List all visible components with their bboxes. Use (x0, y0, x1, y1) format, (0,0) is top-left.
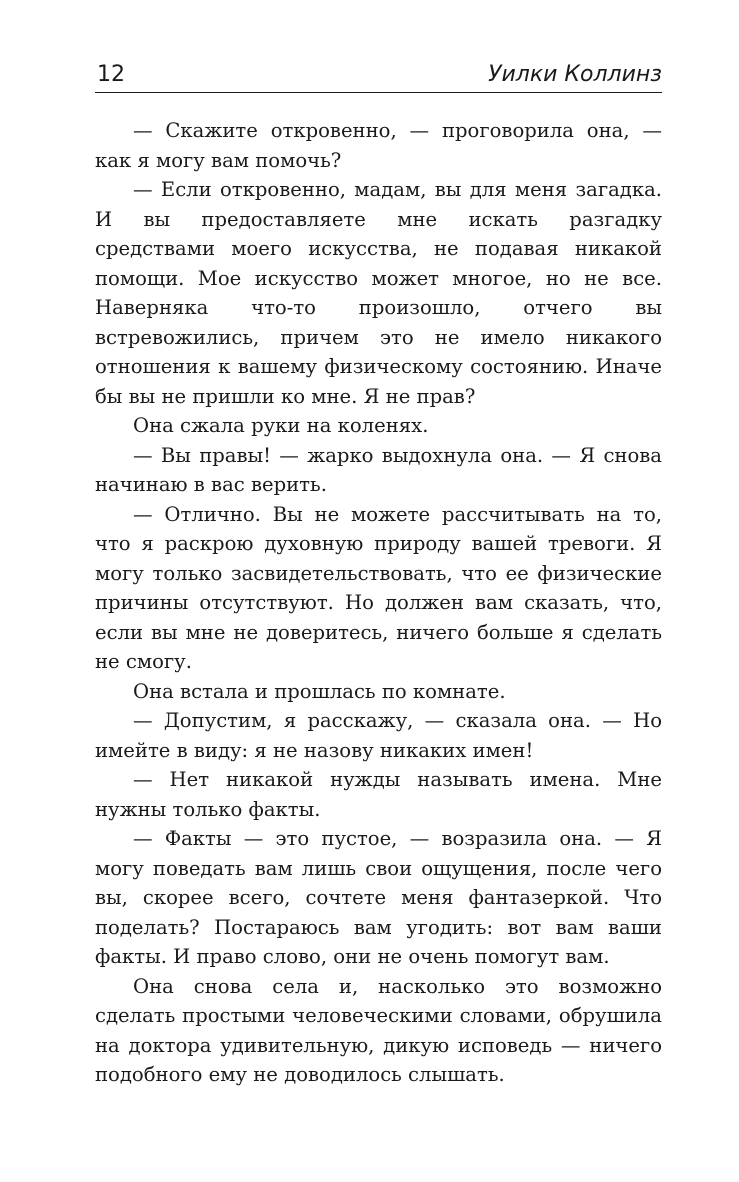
paragraph: — Факты — это пустое, — возразила она. — Я могу поведать вам лишь свои ощущения, после чего вы, скорее всего, сочтете меня фантазеркой. Что поделать? Постараюсь вам угодить: вот вам ваши факты. И право слово, они не очень помогут вам. (95, 827, 662, 968)
paragraph: — Допустим, я расскажу, — сказала она. — Но имейте в виду: я не назову никаких имен! (95, 709, 662, 762)
running-head (95, 52, 662, 93)
paragraph: Она снова села и, насколько это возможно сделать простыми человеческими словами, обрушила на доктора удивительную, дикую исповедь — ничего подобного ему не доводилось слышать. (95, 974, 662, 1086)
paragraph: Она встала и прошлась по комнате. (133, 679, 506, 703)
paragraph: — Если откровенно, мадам, вы для меня загадка. И вы предоставляете мне искать разгадку средствами моего искусства, не подавая никакой помощи. Мое искусство может многое, но не все. Наверняка что-то произошло, отчего вы встревожились, причем это не имело никакого отношения к вашему физическому состоянию. Иначе бы вы не пришли ко мне. Я не прав? (95, 178, 662, 408)
paragraph: Она сжала руки на коленях. (133, 414, 429, 437)
paragraph: — Скажите откровенно, — проговорила она, — как я могу вам помочь? (95, 119, 662, 172)
running-title: Уилки Коллинз (488, 62, 662, 87)
paragraph: — Нет никакой нужды называть имена. Мне нужны только факты. (95, 768, 662, 821)
page-number: 12 (97, 62, 125, 87)
paragraph: — Вы правы! — жарко выдохнула она. — Я снова начинаю в вас верить. (95, 443, 662, 496)
body-text (95, 116, 662, 1090)
paragraph: — Отлично. Вы не можете рассчитывать на то, что я раскрою духовную природу вашей тревоги. Я могу только засвидетельствовать, что ее физические причины отсутствуют. Но должен вам сказать, что, если вы мне не доверитесь, ничего больше я сделать не смогу. (95, 502, 662, 673)
